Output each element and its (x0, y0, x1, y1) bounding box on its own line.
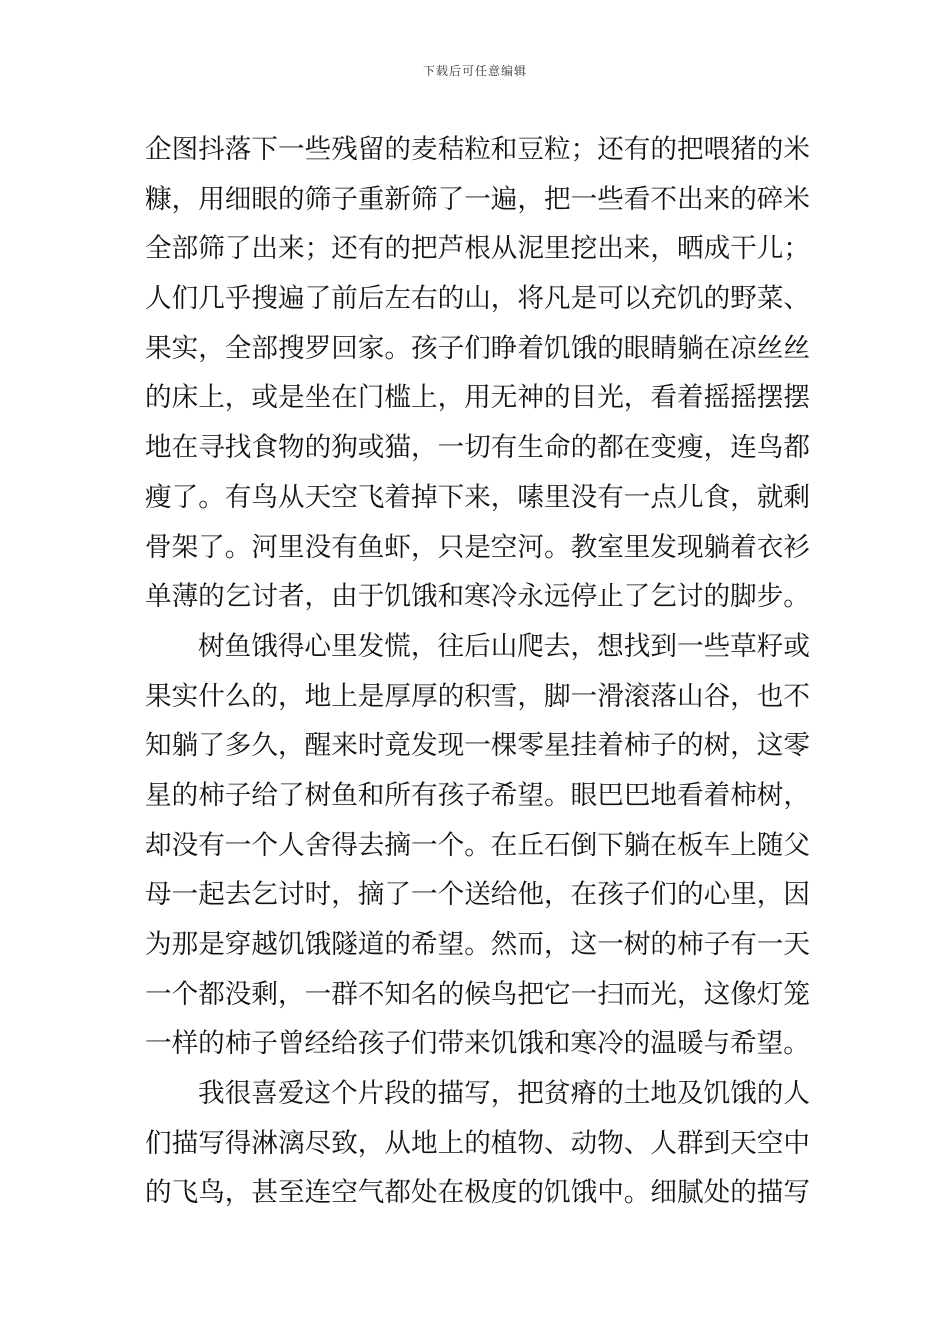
paragraph-2-line-8: 一个都没剩，一群不知名的候鸟把它一扫而光，这像灯笼 (145, 978, 810, 1010)
paragraph-3-line-1: 我很喜爱这个片段的描写，把贫瘠的土地及饥饿的人 (198, 1078, 810, 1110)
paragraph-1-line-6: 的床上，或是坐在门槛上，用无神的目光，看着摇摇摆摆 (145, 382, 810, 414)
paragraph-2-line-7: 为那是穿越饥饿隧道的希望。然而，这一树的柿子有一天 (145, 929, 810, 960)
paragraph-1-line-5: 果实，全部搜罗回家。孩子们睁着饥饿的眼睛躺在凉丝丝 (145, 332, 810, 364)
paragraph-2-line-2: 果实什么的，地上是厚厚的积雪，脚一滑滚落山谷，也不 (145, 680, 810, 712)
paragraph-1-line-10: 单薄的乞讨者，由于饥饿和寒冷永远停止了乞讨的脚步。 (145, 581, 810, 613)
paragraph-1-line-1: 企图抖落下一些残留的麦秸粒和豆粒；还有的把喂猪的米 (145, 134, 810, 165)
paragraph-2-line-9: 一样的柿子曾经给孩子们带来饥饿和寒冷的温暖与希望。 (145, 1028, 810, 1060)
document-body (145, 125, 810, 1218)
page-header: 下载后可任意编辑 (422, 64, 527, 78)
paragraph-2-line-5: 却没有一个人舍得去摘一个。在丘石倒下躺在板车上随父 (145, 829, 810, 861)
paragraph-3-line-2: 们描写得淋漓尽致，从地上的植物、动物、人群到天空中 (145, 1127, 810, 1159)
paragraph-2-line-6: 母一起去乞讨时，摘了一个送给他，在孩子们的心里，因 (145, 879, 810, 911)
paragraph-1-line-3: 全部筛了出来；还有的把芦根从泥里挖出来，晒成干儿； (145, 233, 810, 265)
paragraph-1-line-8: 瘦了。有鸟从天空飞着掉下来，嗉里没有一点儿食，就剩 (145, 481, 810, 513)
paragraph-2-line-1: 树鱼饿得心里发慌，往后山爬去，想找到一些草籽或 (198, 630, 810, 662)
paragraph-2-line-4: 星的柿子给了树鱼和所有孩子希望。眼巴巴地看着柿树， (145, 779, 810, 811)
paragraph-1-line-2: 糠，用细眼的筛子重新筛了一遍，把一些看不出来的碎米 (145, 183, 810, 215)
paragraph-1-line-9: 骨架了。河里没有鱼虾，只是空河。教室里发现躺着衣衫 (145, 531, 810, 563)
paragraph-3-line-3: 的飞鸟，甚至连空气都处在极度的饥饿中。细腻处的描写 (145, 1177, 810, 1209)
paragraph-1-line-7: 地在寻找食物的狗或猫，一切有生命的都在变瘦，连鸟都 (145, 432, 810, 464)
paragraph-2-line-3: 知躺了多久，醒来时竟发现一棵零星挂着柿子的树，这零 (145, 730, 810, 762)
paragraph-1-line-4: 人们几乎搜遍了前后左右的山，将凡是可以充饥的野菜、 (145, 283, 810, 315)
